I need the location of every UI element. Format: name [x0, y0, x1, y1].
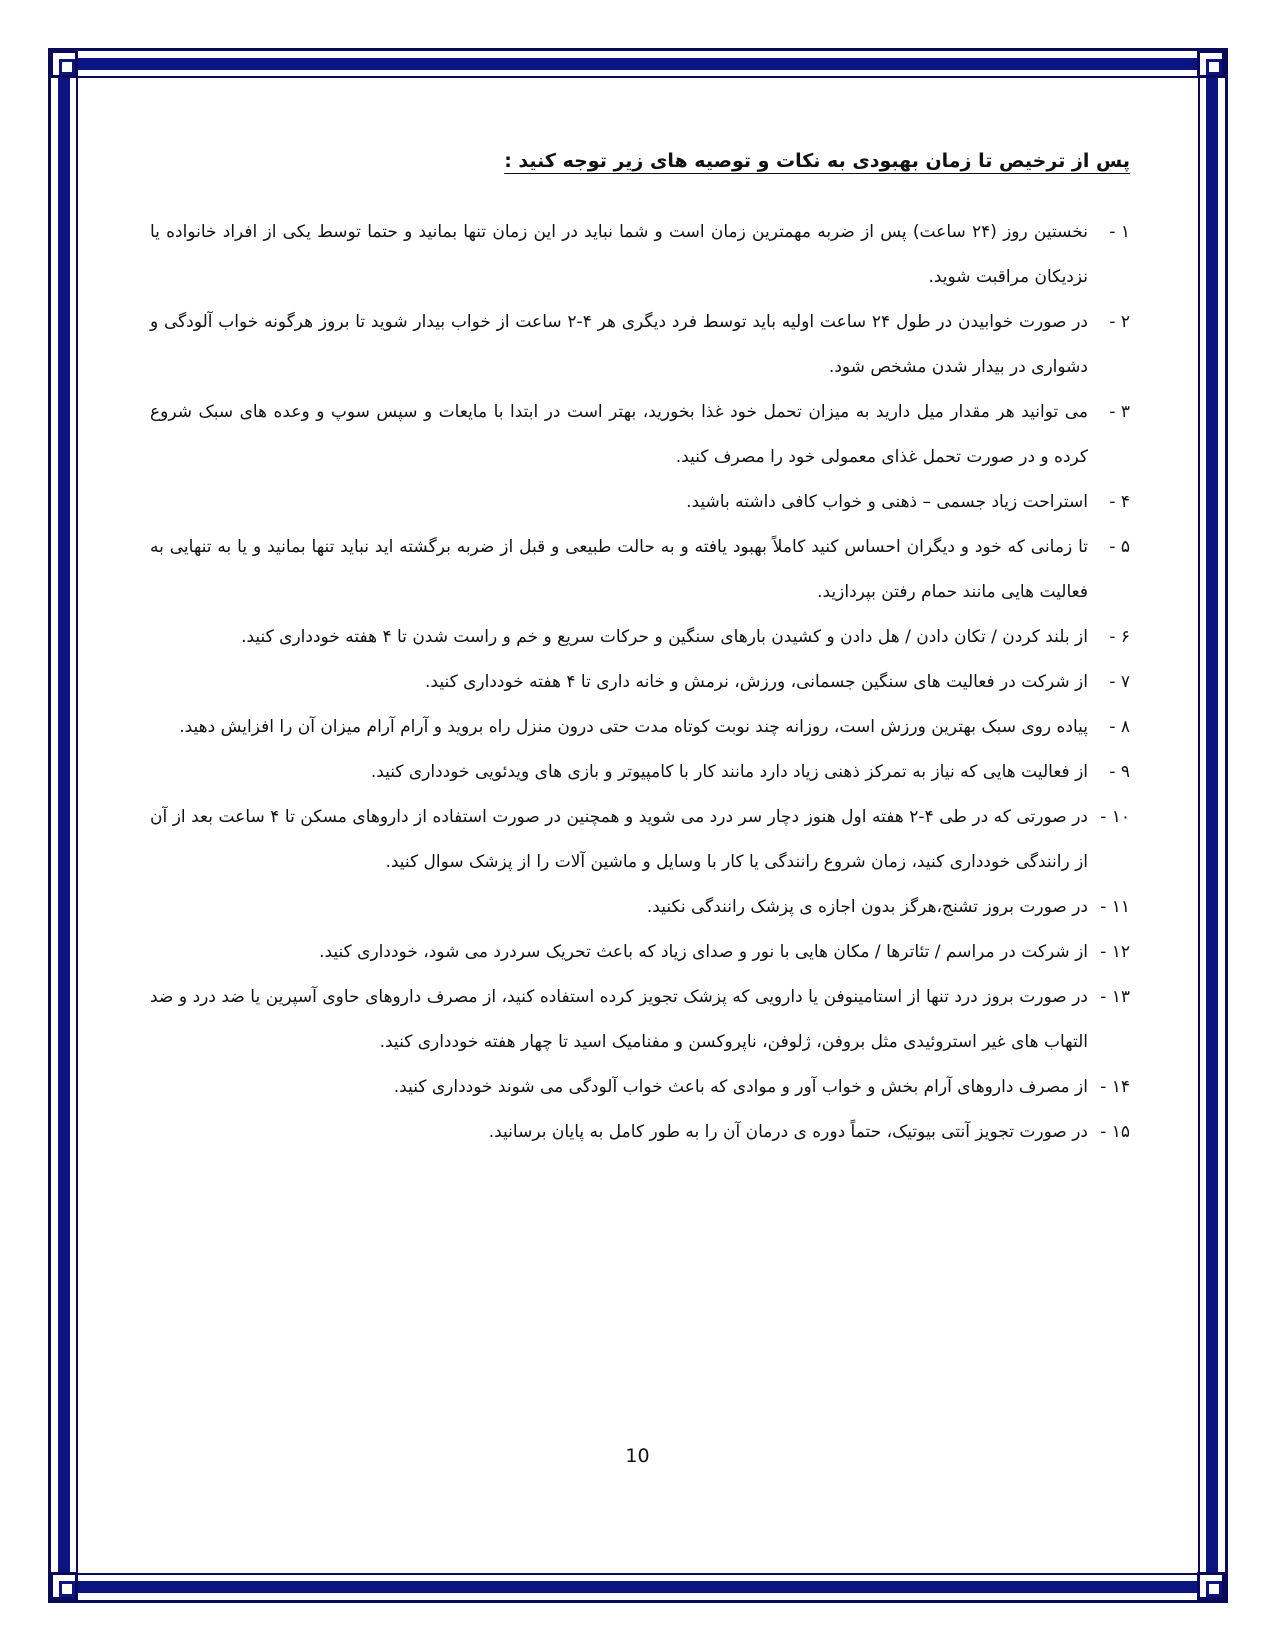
list-item-text: نخستین روز (۲۴ ساعت) پس از ضربه مهمترین زمان است و شما نباید در این زمان تنها بمانید و حتما توسط یکی از افراد خانواده یا نزدیکان مراقبت شوید. — [150, 222, 1088, 287]
list-item-text: از بلند کردن / تکان دادن / هل دادن و کشیدن بارهای سنگین و حرکات سریع و خم و راست شدن تا ۴ هفته خودداری کنید. — [241, 627, 1088, 647]
list-item-number: ۷ - — [1109, 672, 1130, 692]
advice-list — [150, 210, 1130, 1155]
list-item-text: در صورت تجویز آنتی بیوتیک، حتماً دوره ی درمان آن را به طور کامل به پایان برسانید. — [488, 1122, 1088, 1142]
list-item-number: ۱۲ - — [1100, 942, 1130, 962]
list-item — [150, 525, 1130, 615]
list-item-text: استراحت زیاد جسمی – ذهنی و خواب کافی داشته باشید. — [686, 492, 1088, 512]
list-item — [150, 885, 1130, 930]
list-item-number: ۴ - — [1109, 492, 1130, 512]
list-item-number: ۱۵ - — [1100, 1122, 1130, 1142]
list-item-text: پیاده روی سبک بهترین ورزش است، روزانه چند نوبت کوتاه مدت حتی درون منزل راه بروید و آرام آرام میزان آن را افزایش دهید. — [179, 717, 1088, 737]
list-item-text: در صورت خوابیدن در طول ۲۴ ساعت اولیه باید توسط فرد دیگری هر ۴-۲ ساعت از خواب بیدار شوید تا بروز هرگونه خواب آلودگی و دشواری در بیدار شدن مشخص شود. — [150, 312, 1089, 377]
list-item-number: ۹ - — [1109, 762, 1130, 782]
list-item — [150, 975, 1130, 1065]
list-item-text: از فعالیت هایی که نیاز به تمرکز ذهنی زیاد دارد مانند کار با کامپیوتر و بازی های ویدئویی خودداری کنید. — [370, 762, 1088, 782]
list-item — [150, 615, 1130, 660]
list-item — [150, 795, 1130, 885]
list-item-number: ۱۴ - — [1100, 1077, 1130, 1097]
list-item-number: ۶ - — [1109, 627, 1130, 647]
list-item-number: ۲ - — [1109, 312, 1130, 332]
list-item-text: از شرکت در فعالیت های سنگین جسمانی، ورزش، نرمش و خانه داری تا ۴ هفته خودداری کنید. — [425, 672, 1088, 692]
list-item-number: ۱۱ - — [1100, 897, 1130, 917]
list-item — [150, 480, 1130, 525]
list-item — [150, 390, 1130, 480]
list-item-number: ۳ - — [1109, 402, 1130, 422]
list-item-text: در صورت بروز تشنج،هرگز بدون اجازه ی پزشک رانندگی نکنید. — [646, 897, 1088, 917]
list-item-text: تا زمانی که خود و دیگران احساس کنید کاملاً بهبود یافته و به حالت طبیعی و قبل از ضربه برگشته اید نباید تنها بمانید و یا به تنهایی به فعالیت هایی مانند حمام رفتن بپردازید. — [150, 537, 1088, 602]
list-item — [150, 750, 1130, 795]
list-item — [150, 210, 1130, 300]
list-item-text: در صورت بروز درد تنها از استامینوفن یا دارویی که پزشک تجویز کرده استفاده کنید، از مصرف داروهای حاوی آسپرین یا ضد درد و ضد التهاب های غیر استروئیدی مثل بروفن، ژلوفن، ناپروکسن و مفنامیک اسید تا چهار هفته خودداری کنید. — [150, 987, 1088, 1052]
page-content — [150, 150, 1130, 1155]
list-item — [150, 930, 1130, 975]
list-item-number: ۸ - — [1109, 717, 1130, 737]
list-item — [150, 705, 1130, 750]
list-item-number: ۱ - — [1109, 222, 1130, 242]
border-corner-bottom-right — [1197, 1572, 1225, 1600]
page-number: 10 — [625, 1445, 650, 1467]
list-item-text: می توانید هر مقدار میل دارید به میزان تحمل خود غذا بخورید، بهتر است در ابتدا با مایعات و سپس سوپ و وعده های سبک شروع کرده و در صورت تحمل غذای معمولی خود را مصرف کنید. — [150, 402, 1088, 467]
border-corner-bottom-left — [50, 1572, 78, 1600]
list-item-text: در صورتی که در طی ۴-۲ هفته اول هنوز دچار سر درد می شوید و همچنین در صورت استفاده از داروهای مسکن تا ۴ ساعت بعد از آن از رانندگی خودداری کنید، زمان شروع رانندگی یا کار با وسایل و ماشین آلات را از پزشک سوال کنید. — [150, 807, 1088, 872]
list-item — [150, 300, 1130, 390]
border-corner-top-right — [1197, 50, 1225, 78]
list-item — [150, 660, 1130, 705]
list-item-number: ۱۳ - — [1100, 987, 1130, 1007]
list-item-text: از شرکت در مراسم / تئاترها / مکان هایی با نور و صدای زیاد که باعث تحریک سردرد می شود، خودداری کنید. — [319, 942, 1088, 962]
list-item-text: از مصرف داروهای آرام بخش و خواب آور و موادی که باعث خواب آلودگی می شوند خودداری کنید. — [393, 1077, 1088, 1097]
list-item-number: ۱۰ - — [1100, 807, 1130, 827]
list-item — [150, 1110, 1130, 1155]
page-heading: پس از ترخیص تا زمان بهبودی به نکات و توصیه های زیر توجه کنید : — [504, 150, 1130, 172]
list-item-number: ۵ - — [1109, 537, 1130, 557]
border-corner-top-left — [50, 50, 78, 78]
list-item — [150, 1065, 1130, 1110]
